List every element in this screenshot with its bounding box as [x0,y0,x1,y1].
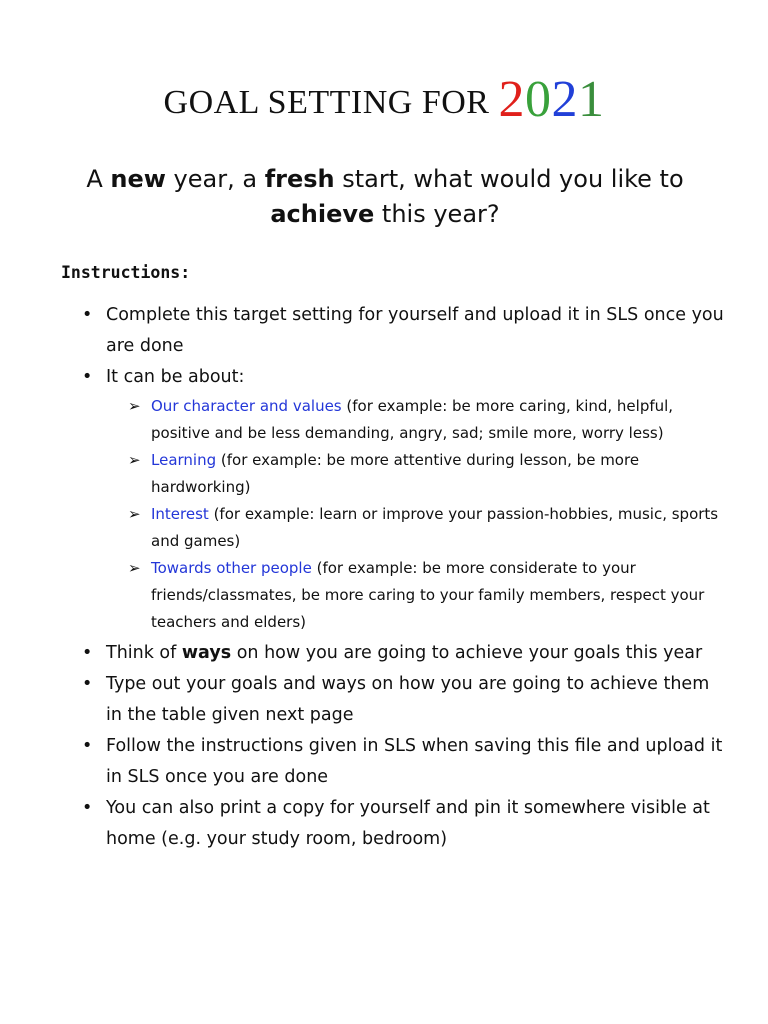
bullet-icon: • [82,674,93,694]
arrow-icon: ➢ [128,451,141,469]
bullet-icon: • [82,367,93,387]
subtitle-part-3: start, what would you like to [334,165,684,193]
list-item [0,300,768,362]
sub-item-text: (for example: be more considerate to your friends/classmates, be more caring to your family members, respect your teachers and elders) [151,559,705,631]
subtitle [40,162,730,232]
sub-item-text: (for example: be more caring, kind, helpful, positive and be less demanding, angry, sad; smile more, worry less) [151,397,674,442]
subtitle-part-2: year, a [165,165,265,193]
sub-item-other-people [0,555,768,636]
bullet-icon: • [82,798,93,818]
subtitle-part-1: A [86,165,111,193]
sub-item-label: Our character and values [151,397,342,415]
sub-item-learning [0,447,768,501]
sub-item-text: (for example: be more attentive during lesson, be more hardworking) [151,451,640,496]
list-item-bold: ways [181,643,232,663]
page-title [0,70,768,129]
year-digit-4: 1 [577,71,605,128]
sub-item-label: Learning [151,451,217,469]
list-item-text: Complete this target setting for yourself and upload it in SLS once you are done [106,305,724,356]
arrow-icon: ➢ [128,397,141,415]
subtitle-fresh: fresh [264,165,335,193]
sub-item-text: (for example: learn or improve your passion-hobbies, music, sports and games) [151,505,719,550]
list-item-text: Follow the instructions given in SLS when saving this file and upload it in SLS once you are done [106,736,723,787]
sub-item-label: Towards other people [151,559,312,577]
title-text: GOAL SETTING FOR [163,84,490,121]
subtitle-new: new [110,165,166,193]
list-item [0,669,768,731]
subtitle-achieve: achieve [270,200,375,228]
year-digit-1: 2 [498,71,525,128]
list-item-text: You can also print a copy for yourself and pin it somewhere visible at home (e.g. your study room, bedroom) [106,798,710,849]
arrow-icon: ➢ [128,505,141,523]
title-year [498,71,604,128]
year-digit-2: 0 [524,71,552,128]
bullet-icon: • [82,643,93,663]
arrow-icon: ➢ [128,559,141,577]
bullet-icon: • [82,736,93,756]
year-digit-3: 2 [551,71,578,128]
list-item [0,362,768,393]
list-item [0,731,768,793]
list-item-text-post: on how you are going to achieve your goals this year [231,643,703,663]
subtitle-part-4: this year? [374,200,500,228]
sub-item-label: Interest [151,505,209,523]
list-item-text: It can be about: [106,367,245,387]
bullet-icon: • [82,305,93,325]
instructions-list [0,300,768,855]
sub-item-interest [0,501,768,555]
list-item-text: Type out your goals and ways on how you are going to achieve them in the table given next page [106,674,710,725]
list-item [0,638,768,669]
instructions-heading: Instructions: [61,263,191,282]
sub-item-character [0,393,768,447]
list-item-text-pre: Think of [106,643,182,663]
list-item [0,793,768,855]
